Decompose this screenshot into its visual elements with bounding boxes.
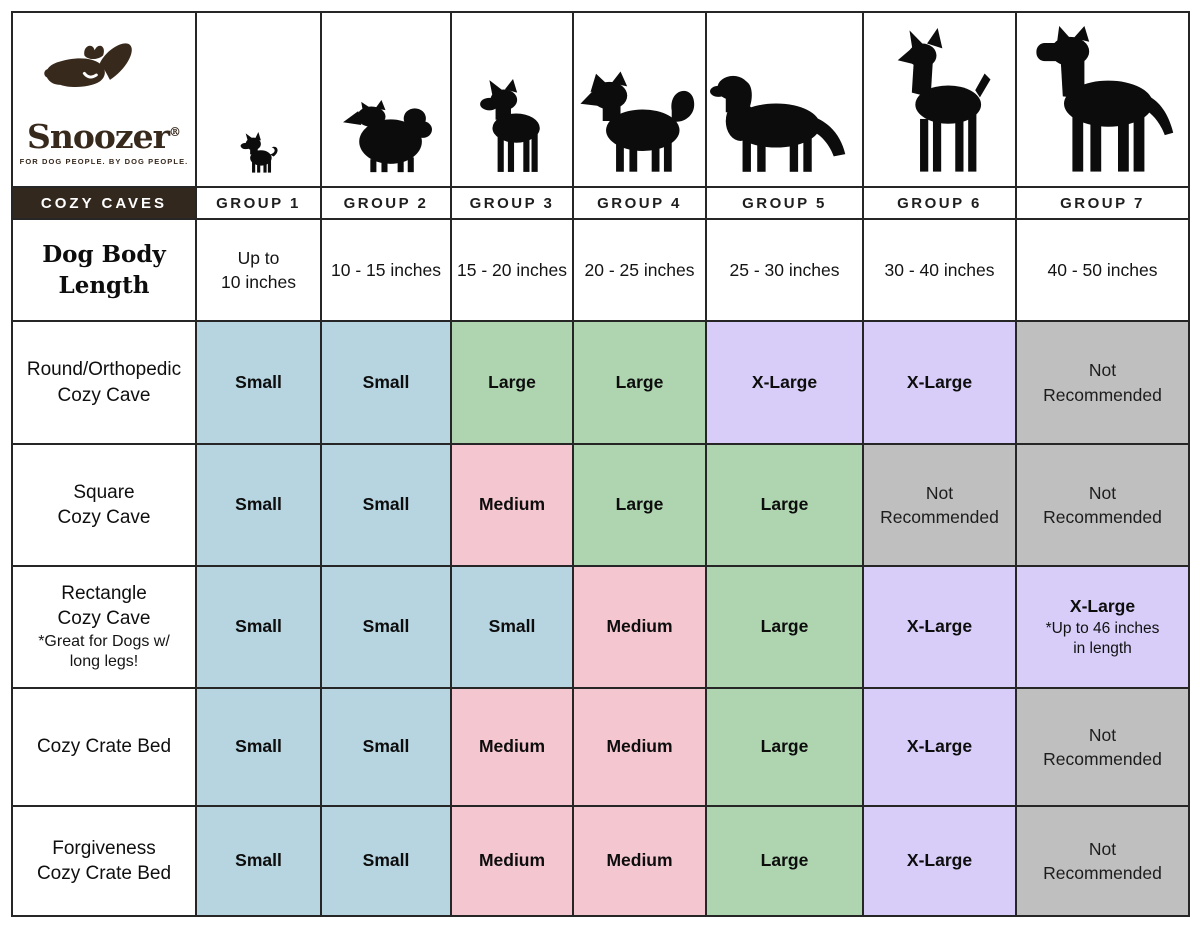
size-value: X-Large <box>1069 596 1136 617</box>
dog-cell-group-4 <box>574 13 705 186</box>
size-value: Small <box>362 736 410 757</box>
size-value: Small <box>488 616 536 637</box>
body-length-group-4 <box>574 220 705 320</box>
size-value: Large <box>488 371 536 392</box>
row-label-line: Square <box>73 481 135 503</box>
size-cell-round-group-5 <box>707 322 862 443</box>
size-cell-crate-group-1 <box>197 689 320 805</box>
size-value: X-Large <box>906 371 973 392</box>
size-value: X-Large <box>906 850 973 871</box>
size-cell-square-group-6 <box>864 445 1015 565</box>
doberman-silhouette-icon <box>886 28 994 174</box>
size-cell-round-group-4 <box>574 322 705 443</box>
size-value: Medium <box>478 850 546 871</box>
row-note-line: long legs! <box>69 653 139 671</box>
size-cell-round-group-7 <box>1017 322 1188 443</box>
body-length-group-6 <box>864 220 1015 320</box>
body-length-value: 15 - 20 inches <box>457 259 567 280</box>
size-cell-round-group-3 <box>452 322 572 443</box>
body-length-group-5 <box>707 220 862 320</box>
size-value: Small <box>362 850 410 871</box>
body-length-value: 10 inches <box>221 272 296 292</box>
size-cell-forgiveness-group-3 <box>452 807 572 915</box>
size-cell-rectangle-group-2 <box>322 567 450 687</box>
row-label-line: Forgiveness <box>52 837 156 859</box>
size-cell-rectangle-group-4 <box>574 567 705 687</box>
size-cell-forgiveness-group-2 <box>322 807 450 915</box>
size-cell-rectangle-group-6 <box>864 567 1015 687</box>
registered-mark: ® <box>168 124 181 139</box>
size-value: Small <box>235 616 282 637</box>
body-length-value: 10 - 15 inches <box>331 259 441 280</box>
size-note-line: *Up to 46 inches <box>1045 619 1160 637</box>
body-length-label-line: Length <box>58 272 150 299</box>
pomeranian-silhouette-icon <box>338 100 434 174</box>
row-label-line: Cozy Cave <box>57 608 151 630</box>
body-length-value: 20 - 25 inches <box>584 259 695 280</box>
size-value: Large <box>615 371 664 392</box>
body-length-group-3 <box>452 220 572 320</box>
snoozer-dog-head-icon <box>40 34 168 116</box>
body-length-group-1 <box>197 220 320 320</box>
body-length-group-7 <box>1017 220 1188 320</box>
row-label-line: Cozy Cave <box>57 384 151 406</box>
brand-wordmark <box>27 116 181 156</box>
body-length-value: 30 - 40 inches <box>884 259 995 280</box>
group-header-7: GROUP 7 <box>1017 188 1188 218</box>
cozy-caves-header: COZY CAVES <box>13 188 195 218</box>
shiba-inu-silhouette-icon <box>576 68 704 174</box>
not-recommended-value: Not Recommended <box>880 482 999 527</box>
size-value: Large <box>760 850 809 871</box>
size-value: Large <box>760 494 809 515</box>
size-value: Small <box>235 736 282 757</box>
size-cell-square-group-3 <box>452 445 572 565</box>
not-recommended-value: Not Recommended <box>1043 482 1162 527</box>
size-cell-crate-group-7 <box>1017 689 1188 805</box>
not-recommended-value: Not Recommended <box>1043 360 1162 405</box>
size-cell-rectangle-group-1 <box>197 567 320 687</box>
group-header-4: GROUP 4 <box>574 188 705 218</box>
body-length-value: 25 - 30 inches <box>729 259 840 280</box>
size-value: Medium <box>606 850 673 871</box>
group-header-3: GROUP 3 <box>452 188 572 218</box>
size-value: Small <box>362 494 410 515</box>
size-value: X-Large <box>751 371 818 392</box>
size-value: X-Large <box>906 736 973 757</box>
size-value: Medium <box>606 616 673 637</box>
body-length-value: 40 - 50 inches <box>1047 259 1158 280</box>
group-header-6: GROUP 6 <box>864 188 1015 218</box>
row-label-round-orthopedic-cozy-cave <box>13 322 195 443</box>
size-cell-square-group-4 <box>574 445 705 565</box>
size-value: Small <box>235 850 282 871</box>
body-length-label-line: Dog Body <box>42 240 166 268</box>
size-value: X-Large <box>906 616 973 637</box>
body-length-row-label <box>13 220 195 320</box>
not-recommended-value: Not Recommended <box>1043 724 1162 769</box>
row-label-cozy-crate-bed <box>13 689 195 805</box>
size-value: Large <box>760 616 809 637</box>
size-cell-forgiveness-group-6 <box>864 807 1015 915</box>
size-cell-forgiveness-group-4 <box>574 807 705 915</box>
size-cell-forgiveness-group-7 <box>1017 807 1188 915</box>
size-cell-square-group-2 <box>322 445 450 565</box>
group-header-2: GROUP 2 <box>322 188 450 218</box>
boston-terrier-silhouette-icon <box>475 78 549 174</box>
row-label-line: Cozy Crate Bed <box>36 863 172 884</box>
brand-name: Snoozer <box>27 116 169 156</box>
size-cell-square-group-7 <box>1017 445 1188 565</box>
dog-cell-group-2 <box>322 13 450 186</box>
size-cell-crate-group-3 <box>452 689 572 805</box>
size-value: Medium <box>478 494 546 515</box>
group-header-5: GROUP 5 <box>707 188 862 218</box>
chihuahua-silhouette-icon <box>240 132 278 174</box>
size-cell-square-group-1 <box>197 445 320 565</box>
dog-cell-group-6 <box>864 13 1015 186</box>
size-cell-round-group-6 <box>864 322 1015 443</box>
brand-tagline: FOR DOG PEOPLE. BY DOG PEOPLE. <box>19 156 189 166</box>
size-cell-crate-group-6 <box>864 689 1015 805</box>
dog-cell-group-7 <box>1017 13 1188 186</box>
size-value: Large <box>760 736 809 757</box>
size-note-line: in length <box>1073 639 1132 657</box>
size-cell-forgiveness-group-1 <box>197 807 320 915</box>
size-cell-round-group-1 <box>197 322 320 443</box>
great-dane-silhouette-icon <box>1022 26 1184 174</box>
size-cell-crate-group-4 <box>574 689 705 805</box>
row-label-line: Cozy Crate Bed <box>36 736 172 758</box>
size-value: Large <box>615 494 664 515</box>
row-label-forgiveness-cozy-crate-bed <box>13 807 195 915</box>
size-cell-rectangle-group-5 <box>707 567 862 687</box>
dog-cell-group-1 <box>197 13 320 186</box>
row-label-line: Rectangle <box>61 582 147 604</box>
size-value: Small <box>362 616 410 637</box>
row-note-line: *Great for Dogs w/ <box>38 632 170 650</box>
size-cell-round-group-2 <box>322 322 450 443</box>
size-cell-crate-group-2 <box>322 689 450 805</box>
not-recommended-value: Not Recommended <box>1043 838 1162 883</box>
group-header-1: GROUP 1 <box>197 188 320 218</box>
row-label-rectangle-cozy-cave <box>13 567 195 687</box>
dog-cell-group-3 <box>452 13 572 186</box>
row-label-line: Round/Orthopedic <box>26 359 182 381</box>
golden-retriever-silhouette-icon <box>709 66 861 174</box>
snoozer-logo <box>13 13 195 186</box>
size-cell-square-group-5 <box>707 445 862 565</box>
size-value: Small <box>235 494 282 515</box>
body-length-value: Up to <box>237 247 280 268</box>
size-cell-rectangle-group-3 <box>452 567 572 687</box>
row-label-square-cozy-cave <box>13 445 195 565</box>
size-value: Medium <box>606 736 673 757</box>
body-length-group-2 <box>322 220 450 320</box>
size-value: Medium <box>478 736 546 757</box>
row-label-line: Cozy Cave <box>57 507 151 528</box>
size-value: Small <box>362 371 410 392</box>
dog-cell-group-5 <box>707 13 862 186</box>
sizing-chart-table <box>11 11 1190 917</box>
size-cell-forgiveness-group-5 <box>707 807 862 915</box>
size-cell-rectangle-group-7 <box>1017 567 1188 687</box>
size-cell-crate-group-5 <box>707 689 862 805</box>
size-value: Small <box>235 371 282 392</box>
